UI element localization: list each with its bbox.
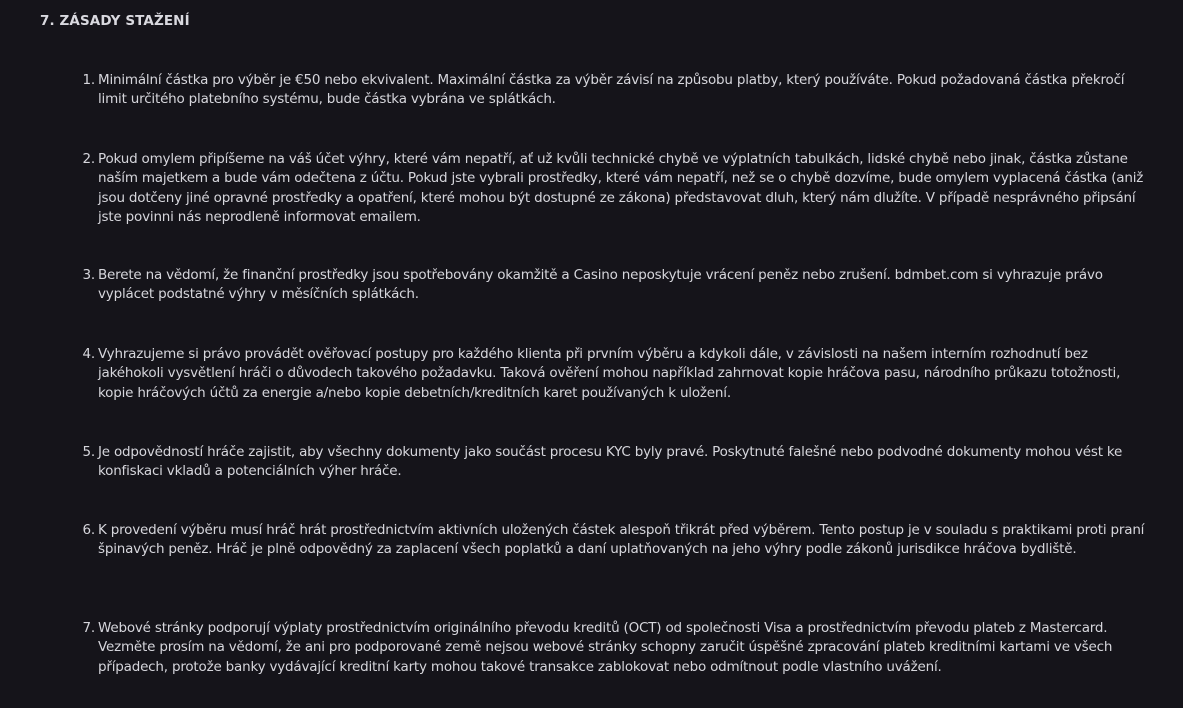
- list-item: [82, 345, 1148, 403]
- list-item-text: K provedení výběru musí hráč hrát prostřednictvím aktivních uložených částek alespoň třikrát před výběrem. Tento postup je v souladu s praktikami proti praní špinavých peněz. Hráč je plně odpovědný za zaplacení všech poplatků a daní uplatňovaných na jeho výhry podle zákonů jurisdikce hráčova bydliště.: [98, 522, 1145, 558]
- list-item-number: 3.: [82, 267, 95, 283]
- list-item-text: Je odpovědností hráče zajistit, aby všechny dokumenty jako součást procesu KYC byly pravé. Poskytnuté falešné nebo podvodné dokumenty mohou vést ke konfiskaci vkladů a potenciálních výher hráče.: [98, 444, 1123, 480]
- list-item: [82, 266, 1148, 305]
- list-item-number: 6.: [82, 522, 95, 538]
- list-item-number: 1.: [82, 72, 95, 88]
- list-item: [82, 619, 1148, 677]
- list-item-text: Minimální částka pro výběr je €50 nebo ekvivalent. Maximální částka za výběr závisí na způsobu platby, který používáte. Pokud požadovaná částka překročí limit určitého platebního systému, bude částka vybrána ve splátkách.: [98, 72, 1125, 108]
- list-item-text: Vyhrazujeme si právo provádět ověřovací postupy pro každého klienta při prvním výběru a kdykoli dále, v závislosti na našem interním rozhodnutí bez jakéhokoli vysvětlení hráči o důvodech takového požadavku. Taková ověření mohou například zahrnovat kopie hráčova pasu, národního průkazu totožnosti, kopie hráčových účtů za energie a/nebo kopie debetních/kreditních karet používaných k uložení.: [98, 346, 1121, 401]
- list-item-number: 5.: [82, 444, 95, 460]
- list-item: [82, 521, 1148, 560]
- list-item: [82, 71, 1148, 110]
- list-item: [82, 150, 1148, 228]
- list-item-text: Webové stránky podporují výplaty prostřednictvím originálního převodu kreditů (OCT) od společnosti Visa a prostřednictvím převodu plateb z Mastercard. Vezměte prosím na vědomí, že ani pro podporované země nejsou webové stránky schopny zaručit úspěšné zpracování plateb kreditními kartami ve všech případech, protože banky vydávající kreditní karty mohou takové transakce zablokovat nebo odmítnout podle vlastního uvážení.: [98, 620, 1113, 675]
- list-item: [82, 443, 1148, 482]
- list-item-text: Berete na vědomí, že finanční prostředky jsou spotřebovány okamžitě a Casino neposkytuje vrácení peněz nebo zrušení. bdmbet.com si vyhrazuje právo vyplácet podstatné výhry v měsíčních splátkách.: [98, 267, 1103, 303]
- list-item-number: 7.: [82, 620, 95, 636]
- list-item-text: Pokud omylem připíšeme na váš účet výhry, které vám nepatří, ať už kvůli technické chybě ve výplatních tabulkách, lidské chybě nebo jinak, částka zůstane naším majetkem a bude vám odečtena z účtu. Pokud jste vybrali prostředky, které vám nepatří, než se o chybě dozvíme, bude omylem vyplacená částka (aniž jsou dotčeny jiné opravné prostředky a opatření, které mohou být dostupné ze zákona) představovat dluh, který nám dlužíte. V případě nesprávného připsání jste povinni nás neprodleně informovat emailem.: [98, 151, 1144, 226]
- list-item-number: 4.: [82, 346, 95, 362]
- section-heading: 7. ZÁSADY STAŽENÍ: [40, 13, 190, 29]
- list-item-number: 2.: [82, 151, 95, 167]
